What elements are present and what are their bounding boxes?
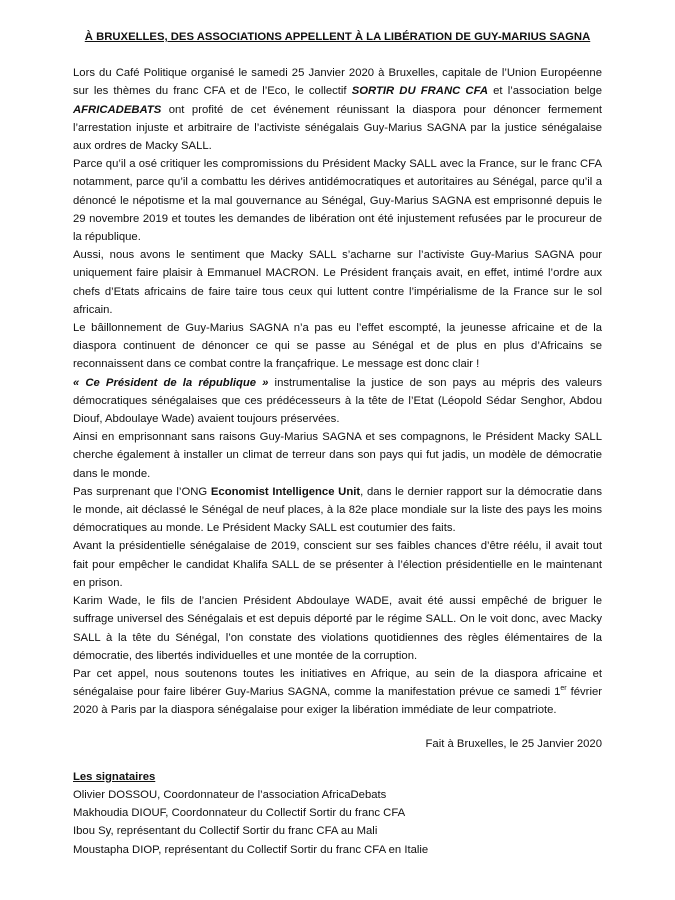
collective-name: SORTIR DU FRANC CFA xyxy=(351,85,489,98)
paragraph-10 xyxy=(73,665,602,720)
signatories-section xyxy=(73,768,602,859)
paragraph-10-text-a: Par cet appel, nous soutenons toutes les initiatives en Afrique, au sein de la diaspora africaine et sénégalaise pour faire libérer Guy-Marius SAGNA, comme la manifestation prévue ce samedi 1 xyxy=(73,667,602,699)
paragraph-6: Ainsi en emprisonnant sans raisons Guy-Marius SAGNA et ses compagnons, le Président Macky SALL cherche également à installer un climat de terreur dans son pays qui fut jadis, un modèle de démocratie dans le monde. xyxy=(73,431,602,480)
paragraph-8: Avant la présidentielle sénégalaise de 2019, conscient sur ses faibles chances d’être réélu, il avait tout fait pour empêcher le candidat Khalifa SALL de se présenter à l’élection présidentielle en le maintenant en prison. xyxy=(73,540,602,589)
paragraph-5-text-b: instrumentalise la justice de son pays au mépris des valeurs démocratiques sénégalaises que ces prédécesseurs à la tête de l’Etat (Léopold Sédar Senghor, Abdou Diouf, Abdoulaye Wade) avaient toujours préservées. xyxy=(73,376,602,426)
signatories-list xyxy=(73,786,602,859)
paragraph-10-text-b: février 2020 à Paris par la diaspora sénégalaise pour exiger la libération immédiate de leur compatriote. xyxy=(73,686,602,717)
ordinal-superscript: er xyxy=(560,685,567,693)
paragraph-7 xyxy=(73,483,602,538)
paragraph-4: Le bâillonnement de Guy-Marius SAGNA n’a pas eu l’effet escompté, la jeunesse africaine et de la diaspora continuent de dénoncer ce qui se passe au Sénégal et de plus en plus d’Africains se reconnaissent dans ce combat contre la françafrique. Le message est donc clair ! xyxy=(73,322,602,371)
association-name: AFRICADEBATS xyxy=(73,103,162,116)
paragraph-1 xyxy=(73,64,602,155)
paragraph-7-text-a: Pas surprenant que l’ONG xyxy=(73,485,211,498)
paragraph-1-text-a: Lors du Café Politique organisé le samedi 25 Janvier 2020 à Bruxelles, capitale de l’Union Européenne sur les thèmes du franc CFA et de l’Eco, le collectif xyxy=(73,67,602,98)
signatory-item: Olivier DOSSOU, Coordonnateur de l’association AfricaDebats xyxy=(73,788,387,801)
paragraph-5 xyxy=(73,374,602,429)
signatory-item: Moustapha DIOP, représentant du Collectif Sortir du franc CFA en Italie xyxy=(73,843,429,856)
paragraph-1-text-e: ont profité de cet événement réunissant la diaspora pour dénoncer fermement l’arrestation injuste et arbitraire de l’activiste sénégalais Guy-Marius SAGNA par la justice sénégalaise aux ordres de Macky SALL. xyxy=(73,103,602,153)
quoted-president: « Ce Président de la république » xyxy=(73,376,269,389)
signatory-item: Makhoudia DIOUF, Coordonnateur du Collectif Sortir du franc CFA xyxy=(73,807,406,820)
paragraph-2: Parce qu’il a osé critiquer les compromissions du Président Macky SALL avec la France, sur le franc CFA notamment, parce qu’il a combattu les dérives antidémocratiques et autoritaires au Sénégal, parce qu’il a dénoncé le népotisme et la mal gouvernance au Sénégal, Guy-Marius SAGNA est emprisonné depuis le 29 novembre 2019 et toutes les demandes de libération ont été injustement refusées par le procureur de la république. xyxy=(73,158,602,244)
place-and-date: Fait à Bruxelles, le 25 Janvier 2020 xyxy=(425,737,602,750)
document-title: À BRUXELLES, DES ASSOCIATIONS APPELLENT À LA LIBÉRATION DE GUY-MARIUS SAGNA xyxy=(84,31,591,43)
paragraph-7-text-c: , dans le dernier rapport sur la démocratie dans le monde, ait déclassé le Sénégal de neuf places, à la 82e place mondiale sur la liste des pays les moins démocratiques au monde. Le Président Macky SALL est coutumier des faits. xyxy=(73,485,602,535)
paragraph-3: Aussi, nous avons le sentiment que Macky SALL s’acharne sur l’activiste Guy-Marius SAGNA pour uniquement faire plaisir à Emmanuel MACRON. Le Président français avait, en effet, intimé l’ordre aux chefs d’Etats africains de faire taire tous ceux qui luttent contre l’impérialisme de la France sur le sol africain. xyxy=(73,249,602,316)
paragraph-9: Karim Wade, le fils de l’ancien Président Abdoulaye WADE, avait été aussi empêché de briguer le suffrage universel des Sénégalais et est depuis déporté par le régime SALL. On le voit donc, avec Macky SALL à la tête du Sénégal, l’on constate des violations quotidiennes des règles élémentaires de la démocratie, des libertés individuelles et une montée de la corruption. xyxy=(73,595,602,662)
paragraph-1-text-c: et l’association belge xyxy=(488,85,603,98)
document-body xyxy=(73,64,602,719)
signatories-heading: Les signataires xyxy=(73,770,156,783)
ngo-name: Economist Intelligence Unit xyxy=(210,485,361,498)
signatory-item: Ibou Sy, représentant du Collectif Sortir du franc CFA au Mali xyxy=(73,825,378,838)
